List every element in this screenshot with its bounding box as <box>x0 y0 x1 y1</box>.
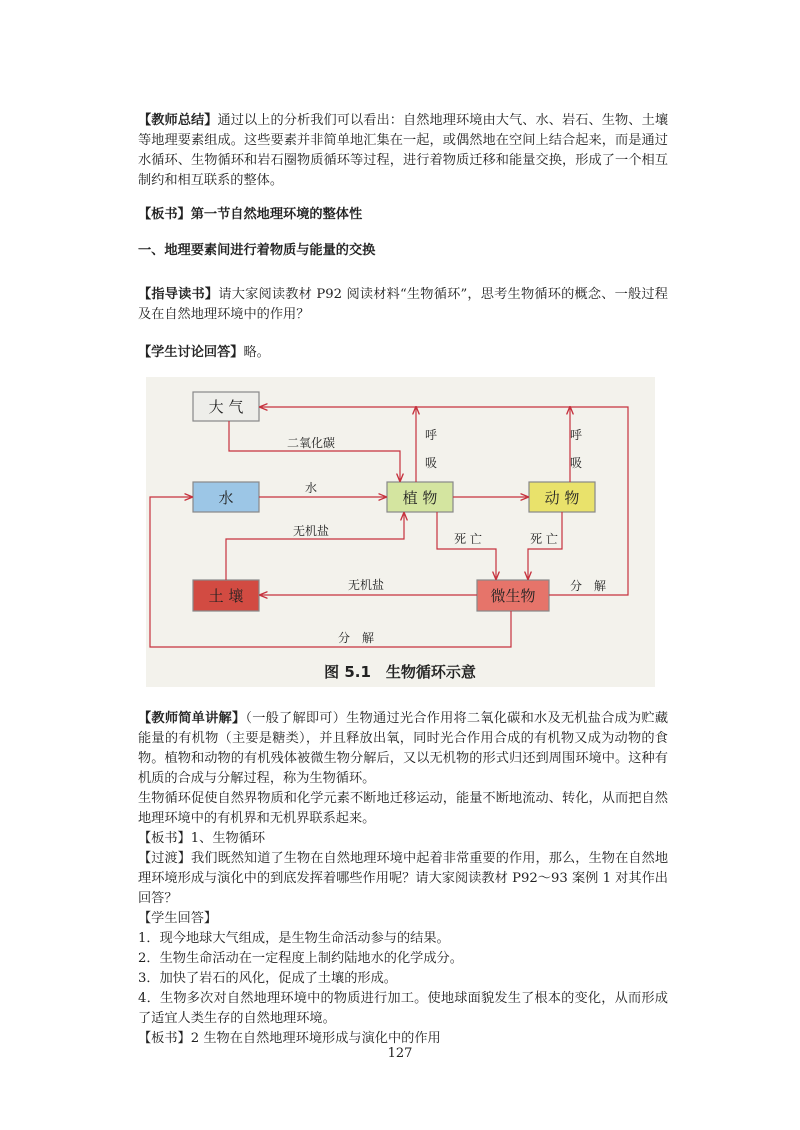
answer-item-4: 4．生物多次对自然地理环境中的物质进行加工。使地球面貌发生了根本的变化，从而形成了适宜人类生存的自然地理环境。 <box>138 991 668 1026</box>
teacher-explain-tag: 【教师简单讲解】 <box>138 711 246 726</box>
teacher-explain-text: （一般了解即可）生物通过光合作用将二氧化碳和水及无机盐合成为贮藏能量的有机物（主要是糖类），并且释放出氧，同时光合作用合成的有机物又成为动物的食物。植物和动物的有机残体被微生物分解后，又以无机物的形式归还到周围环境中。这种有机质的合成与分解过程，称为生物循环。 <box>138 711 669 786</box>
atmosphere-label: 大 气 <box>208 398 244 416</box>
label-breath-2b: 吸 <box>569 456 583 470</box>
reading-guide-tag: 【指导读书】 <box>138 287 219 302</box>
board-heading-3: 【板书】2 生物在自然地理环境形成与演化中的作用 <box>138 1031 441 1046</box>
label-inorganic-2: 无机盐 <box>347 578 385 592</box>
label-water: 水 <box>304 481 318 495</box>
board-heading-1: 【板书】第一节自然地理环境的整体性 <box>138 207 363 222</box>
student-discussion-paragraph <box>138 343 668 363</box>
teacher-summary-text: 通过以上的分析我们可以看出：自然地理环境由大气、水、岩石、生物、土壤等地理要素组成。这些要素并非简单地汇集在一起，或偶然地在空间上结合起来，而是通过水循环、生物循环和岩石圈物质循环等过程，进行着物质迁移和能量交换，形成了一个相互制约和相互联系的整体。 <box>138 113 669 188</box>
answer-item-1: 1．现今地球大气组成，是生物生命活动参与的结果。 <box>138 931 450 946</box>
label-breath-1b: 吸 <box>424 456 438 470</box>
teacher-summary-tag: 【教师总结】 <box>138 113 218 128</box>
plant-label: 植 物 <box>402 489 438 507</box>
diagram-background <box>146 377 655 687</box>
figure-caption: 图 5.1 生物循环示意 <box>324 663 476 681</box>
student-discussion-tag: 【学生讨论回答】 <box>138 345 244 360</box>
label-inorganic-1: 无机盐 <box>292 524 330 538</box>
label-co2: 二氧化碳 <box>286 436 336 450</box>
cycle-effect-paragraph: 生物循环促使自然界物质和化学元素不断地迁移运动，能量不断地流动、转化，从而把自然地理环境中的有机界和无机界联系起来。 <box>138 791 668 826</box>
label-breath-2a: 呼 <box>569 428 583 442</box>
teacher-explain-paragraph <box>138 709 668 789</box>
label-breath-1a: 呼 <box>424 428 438 442</box>
animal-label: 动 物 <box>544 489 580 507</box>
teacher-summary-paragraph <box>138 111 668 191</box>
soil-label: 土 壤 <box>208 587 244 605</box>
reading-guide-text: 请大家阅读教材 P92 阅读材料“生物循环”，思考生物循环的概念、一般过程及在自然地理环境中的作用？ <box>138 287 668 322</box>
answer-item-3: 3．加快了岩石的风化，促成了土壤的形成。 <box>138 971 397 986</box>
transition-text: 我们既然知道了生物在自然地理环境中起着非常重要的作用，那么，生物在自然地理环境形成与演化中的到底发挥着哪些作用呢？请大家阅读教材 P92～93 案例 1 对其作出回答？ <box>138 851 669 906</box>
biological-cycle-diagram <box>146 377 655 687</box>
transition-tag: 【过渡】 <box>138 851 192 866</box>
transition-paragraph <box>138 849 668 909</box>
reading-guide-paragraph <box>138 285 668 325</box>
page-number: 127 <box>387 1046 413 1061</box>
label-death-1: 死 亡 <box>454 532 482 546</box>
label-decompose-2: 分 解 <box>337 631 375 645</box>
water-label: 水 <box>218 489 234 507</box>
student-discussion-text: 略。 <box>243 345 270 360</box>
label-decompose-1: 分 解 <box>569 579 607 593</box>
answer-item-2: 2．生物生命活动在一定程度上制约陆地水的化学成分。 <box>138 951 463 966</box>
board-heading-2: 【板书】1、生物循环 <box>138 831 266 846</box>
student-answer-tag: 【学生回答】 <box>138 911 218 926</box>
microbe-label: 微生物 <box>490 587 536 605</box>
section-heading-1: 一、地理要素间进行着物质与能量的交换 <box>138 243 376 258</box>
label-death-2: 死 亡 <box>530 532 558 546</box>
